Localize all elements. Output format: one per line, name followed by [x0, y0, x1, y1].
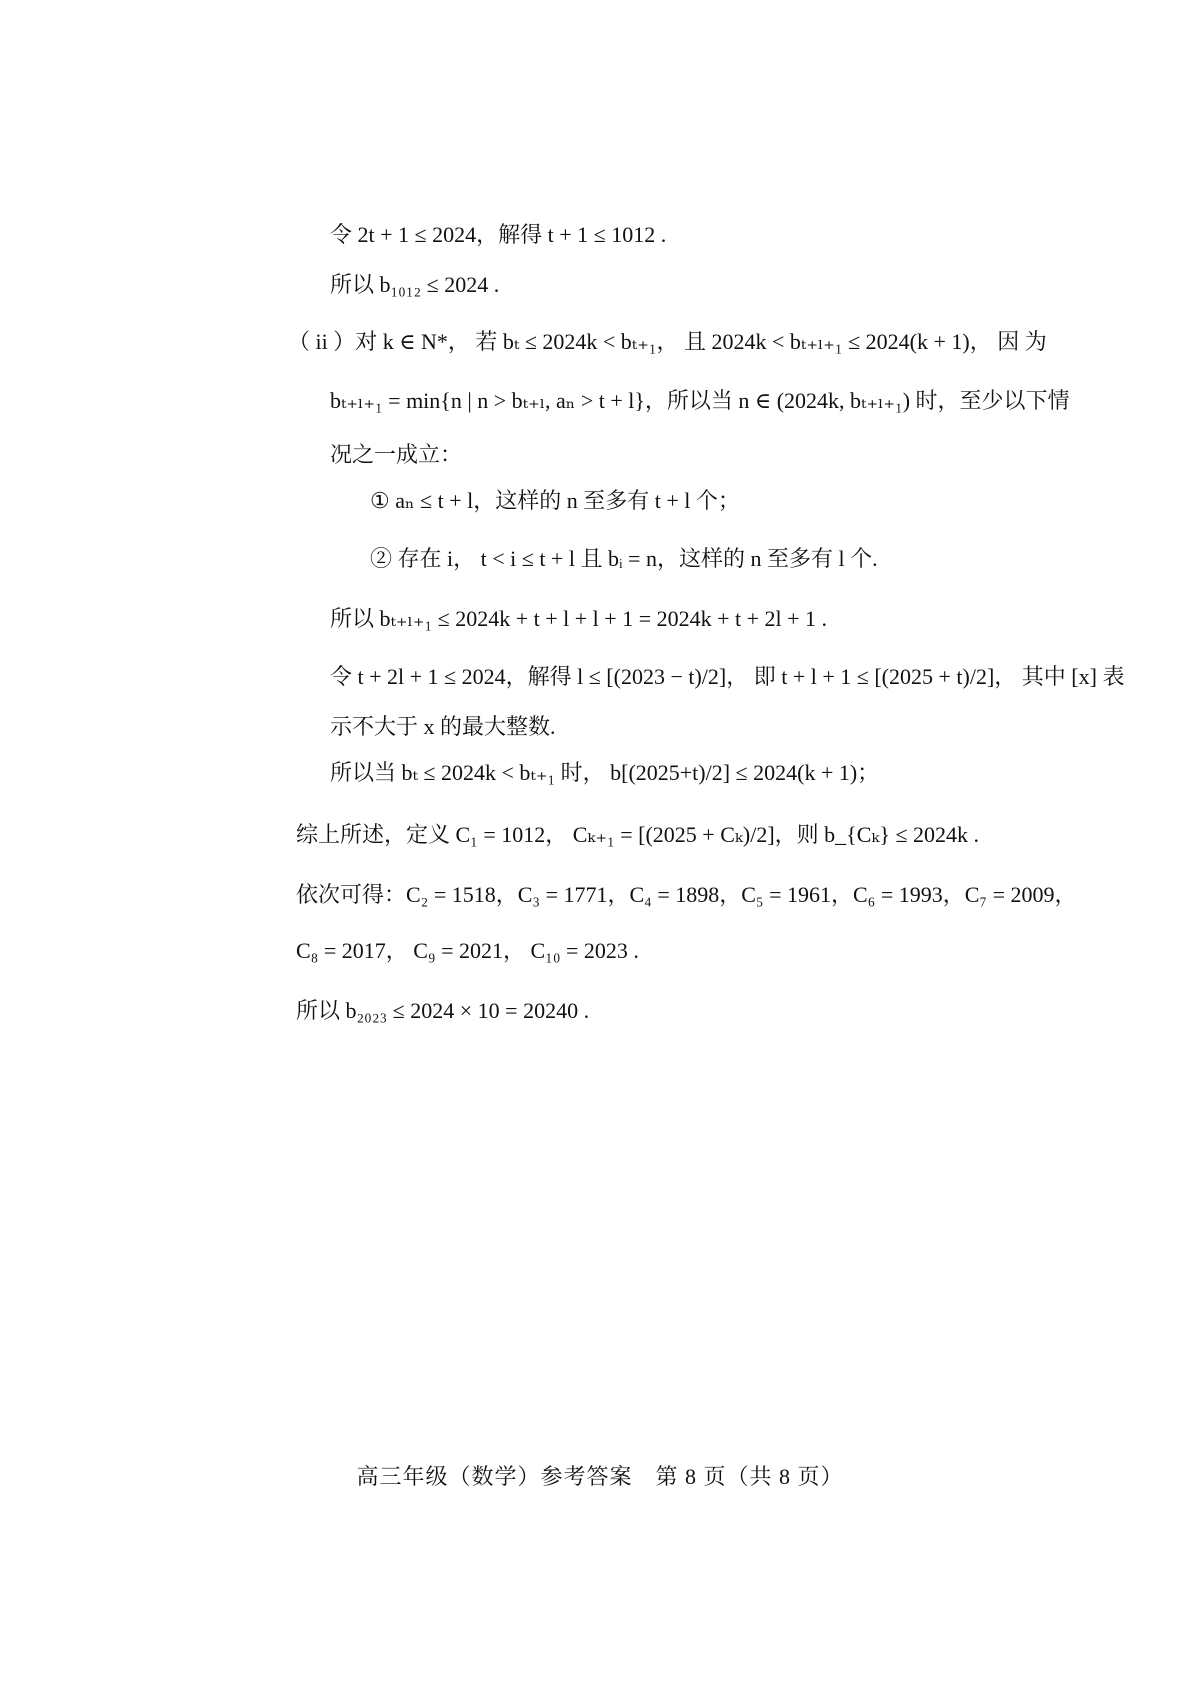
text-line-3: （ ii ）对 k ∈ N*， 若 bₜ ≤ 2024k < bₜ₊₁， 且 2024k < bₜ₊ₗ₊₁ ≤ 2024(k + 1)， 因 为 [288, 329, 1047, 354]
text-line-14: C₈ = 2017， C₉ = 2021， C₁₀ = 2023 . [296, 938, 639, 963]
text-line-8: 所以 bₜ₊ₗ₊₁ ≤ 2024k + t + l + l + 1 = 2024k + t + 2l + 1 . [330, 606, 828, 631]
text-line-4: bₜ₊ₗ₊₁ = min{n | n > bₜ₊ₗ, aₙ > t + l}，所以当 n ∈ (2024k, bₜ₊ₗ₊₁) 时，至少以下情 [330, 388, 1070, 413]
text-line-11: 所以当 bₜ ≤ 2024k < bₜ₊₁ 时， b[(2025+t)/2] ≤ 2024(k + 1)； [330, 760, 880, 785]
text-line-9: 令 t + 2l + 1 ≤ 2024，解得 l ≤ [(2023 − t)/2]， 即 t + l + 1 ≤ [(2025 + t)/2]， 其中 [x] 表 [330, 664, 1125, 689]
text-line-12: 综上所述，定义 C₁ = 1012， Cₖ₊₁ = [(2025 + Cₖ)/2]，则 b_{Cₖ} ≤ 2024k . [296, 822, 980, 847]
text-line-5: 况之一成立： [330, 442, 463, 467]
page-footer: 高三年级（数学）参考答案 第 8 页（共 8 页） [356, 1464, 844, 1489]
text-line-6: ① aₙ ≤ t + l，这样的 n 至多有 t + l 个； [370, 488, 740, 513]
text-line-13: 依次可得：C₂ = 1518，C₃ = 1771，C₄ = 1898，C₅ = 1961，C₆ = 1993，C₇ = 2009， [296, 882, 1077, 907]
text-line-15: 所以 b₂₀₂₃ ≤ 2024 × 10 = 20240 . [296, 998, 590, 1023]
text-line-1: 令 2t + 1 ≤ 2024，解得 t + 1 ≤ 1012 . [330, 222, 667, 247]
text-line-7: ② 存在 i， t < i ≤ t + l 且 bᵢ = n，这样的 n 至多有 l 个. [370, 546, 878, 571]
text-line-2: 所以 b₁₀₁₂ ≤ 2024 . [330, 272, 500, 297]
text-line-10: 示不大于 x 的最大整数. [330, 714, 556, 739]
